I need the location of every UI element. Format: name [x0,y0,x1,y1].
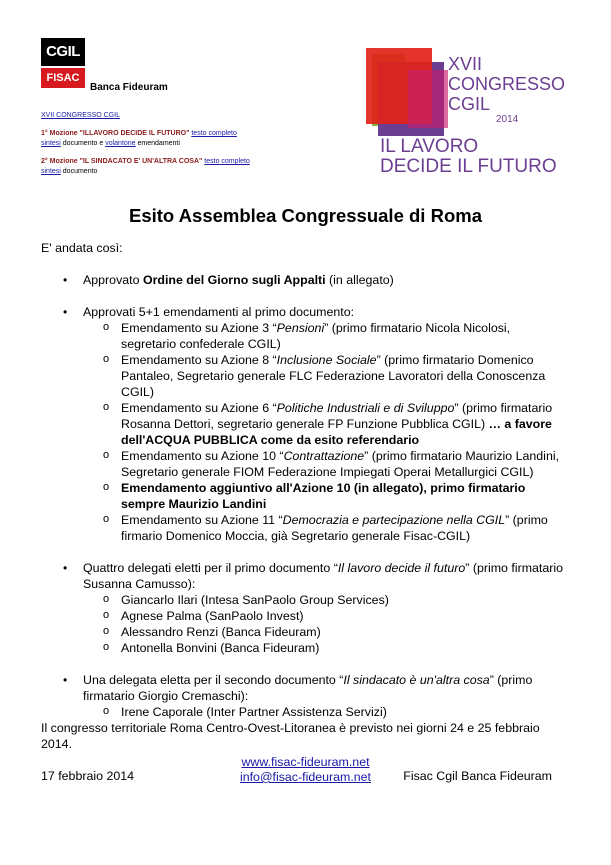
signature: Fisac Cgil Banca Fideuram [403,769,552,783]
motion1-full-text-link[interactable]: testo completo [191,130,237,137]
main-content [41,240,566,784]
email-link[interactable]: info@fisac-fideuram.net [239,770,372,784]
delegate-item: o Irene Caporale (Inter Partner Assistenza Servizi) [83,704,566,720]
banner-line2: CONGRESSO [448,74,566,94]
logo-cgil-text: CGIL [41,38,85,66]
list-item: • Approvati 5+1 emendamenti al primo documento: o Emendamento su Azione 3 “Pensioni” (primo firmatario Nicola Nicolosi, segretario confederale CGIL) o Emendamento su Azione 8 “Inclusione Sociale” (primo firmatario Domenico Pantaleo, Segretario generale FLC Federazione Lavoratori della Conoscenza CGIL) o Emendamento su Azione 6 “Politiche Industriali e di Sviluppo” (primo firmatario Rosanna Dettori, segretario generale FP Funzione Pubblica CGIL) … a favore dell'ACQUA PUBBLICA come da esito referendario o Emendamento su Azione 10 “Contrattazione” (primo firmatario Maurizio Landini, Segretario generale FIOM Federazione Impiegati Operai Metallurgici CGIL) o Emendamento aggiuntivo all'Azione 10 (in allegato), primo firmatario sempre Maurizio Landini o Emendamento su Azione 11 “Democrazia e partecipazione nella CGIL” (primo firmario Domenico Moccia, già Segretario generale Fisac-CGIL) [41,304,566,544]
delegate-item: o Giancarlo Ilari (Intesa SanPaolo Group Services) [83,592,566,608]
motion1-summary-link[interactable]: sintesi [41,140,61,147]
closing-text: Il congresso territoriale Roma Centro-Ovest-Litoranea è previsto nei giorni 24 e 25 febbraio 2014. [41,721,540,751]
motion1-text2: emendamenti [135,140,180,147]
motion2-full-text-link[interactable]: testo completo [204,158,250,165]
motion2-label: 2° Mozione "IL SINDACATO E' UN'ALTRA COSA" [41,158,203,165]
banner-slogan2: DECIDE IL FUTURO [380,156,557,177]
intro-text: E' andata così: [41,241,123,255]
list-item: • Una delegata eletta per il secondo documento “Il sindacato è un'altra cosa” (primo firmatario Giorgio Cremaschi): o Irene Caporale (Inter Partner Assistenza Servizi) [41,672,566,720]
page-title: Esito Assemblea Congressuale di Roma [129,205,482,226]
list-item: • Approvato Ordine del Giorno sugli Appalti (in allegato) [41,272,566,288]
website-link[interactable]: www.fisac-fideuram.net [241,755,370,769]
banner-year: 2014 [496,114,519,125]
document-date: 17 febbraio 2014 [41,769,135,783]
bank-name: Banca Fideuram [90,82,168,93]
amendment-item: o Emendamento su Azione 8 “Inclusione Sociale” (primo firmatario Domenico Pantaleo, Segretario generale FLC Federazione Lavoratori della Conoscenza CGIL) [83,352,566,400]
delegate-list-2 [83,704,566,720]
delegate-list [83,592,566,656]
cgil-fisac-logo [41,38,85,88]
list-item: • Quattro delegati eletti per il primo documento “Il lavoro decide il futuro” (primo firmatario Susanna Camusso): o Giancarlo Ilari (Intesa SanPaolo Group Services) o Agnese Palma (SanPaolo Invest) o Alessandro Renzi (Banca Fideuram) o Antonella Bonvini (Banca Fideuram) [41,560,566,656]
outcome-list [41,272,566,720]
motion1-text1: documento e [60,140,106,147]
motion2-text: documento [60,168,98,175]
congress-banner [360,40,575,180]
motion1-flyer-link[interactable]: volantone [105,140,136,147]
header-links [41,111,281,185]
amendment-item: o Emendamento su Azione 3 “Pensioni” (primo firmatario Nicola Nicolosi, segretario confederale CGIL) [83,320,566,352]
congress-link[interactable]: XVII CONGRESSO CGIL [41,112,120,119]
banner-line3: CGIL [448,94,491,114]
amendment-item: o Emendamento su Azione 11 “Democrazia e partecipazione nella CGIL” (primo firmario Domenico Moccia, già Segretario generale Fisac-CGIL) [83,512,566,544]
delegate-item: o Alessandro Renzi (Banca Fideuram) [83,624,566,640]
amendment-item: o Emendamento su Azione 6 “Politiche Industriali e di Sviluppo” (primo firmatario Rosanna Dettori, segretario generale FP Funzione Pubblica CGIL) … a favore dell'ACQUA PUBBLICA come da esito referendario [83,400,566,448]
footer-links [0,755,611,785]
amendment-list [83,320,566,544]
logo-fisac-text: FISAC [41,68,85,88]
delegate-item: o Agnese Palma (SanPaolo Invest) [83,608,566,624]
delegate-item: o Antonella Bonvini (Banca Fideuram) [83,640,566,656]
amendment-item: o Emendamento aggiuntivo all'Azione 10 (in allegato), primo firmatario sempre Maurizio Landini [83,480,566,512]
amendment-item: o Emendamento su Azione 10 “Contrattazione” (primo firmatario Maurizio Landini, Segretario generale FIOM Federazione Impiegati Operai Metallurgici CGIL) [83,448,566,480]
banner-magenta-block [408,70,448,128]
motion1-label: 1° Mozione "ILLAVORO DECIDE IL FUTURO" [41,130,190,137]
banner-slogan1: IL LAVORO [380,136,479,157]
motion2-summary-link[interactable]: sintesi [41,168,61,175]
banner-line1: XVII [448,54,483,74]
